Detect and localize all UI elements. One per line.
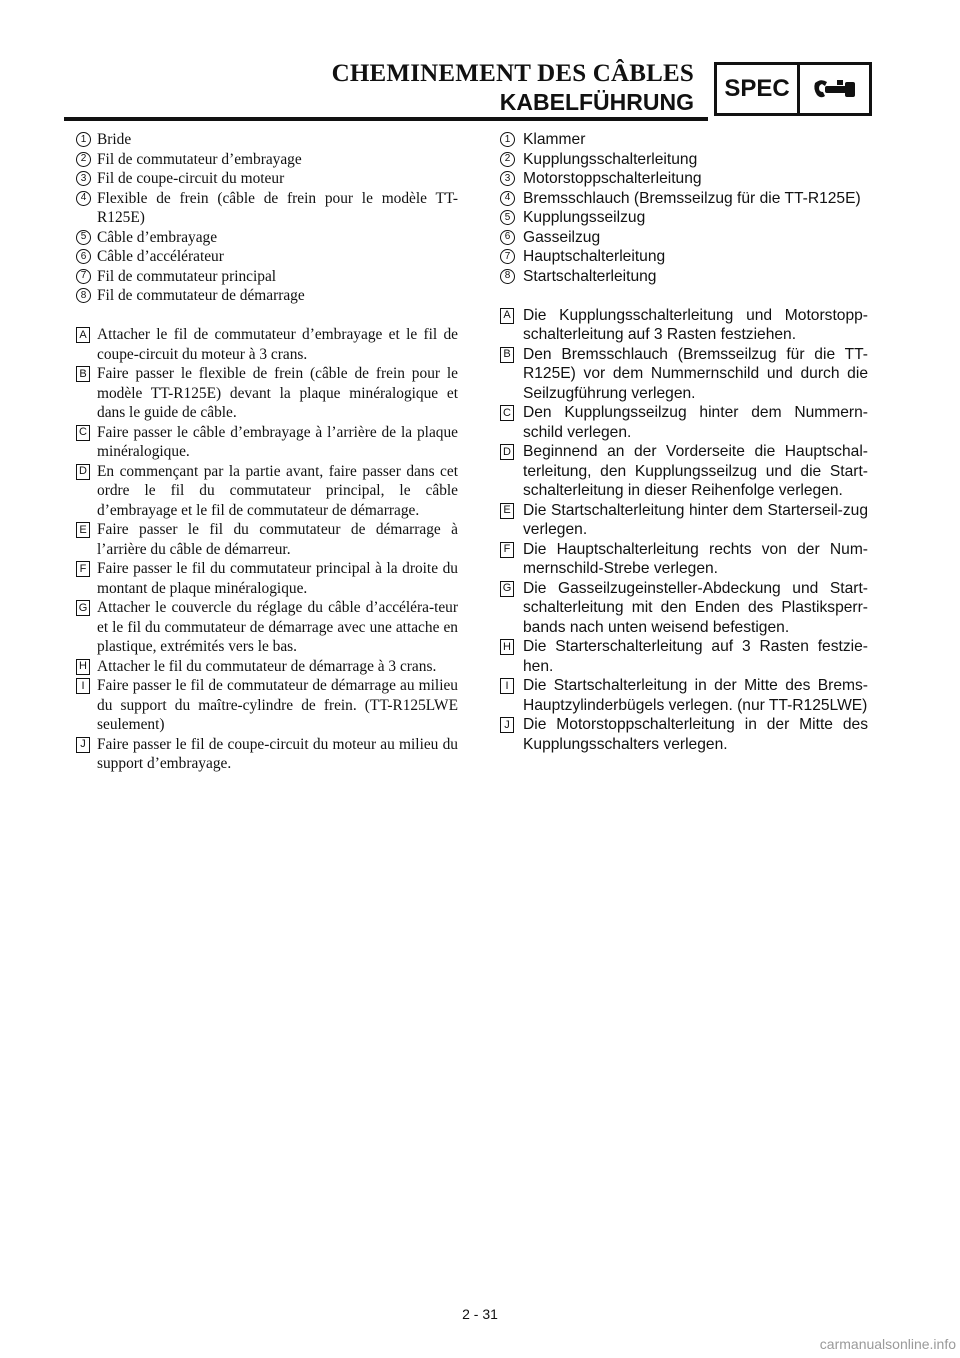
spec-badge — [714, 62, 872, 116]
lettered-item — [76, 462, 458, 521]
section-title-de: KABELFÜHRUNG — [499, 89, 694, 115]
item-text: Kupplungsschalterleitung — [523, 150, 698, 168]
item-number-marker: 5 — [500, 210, 515, 225]
item-number-marker: 4 — [76, 191, 91, 206]
item-number-marker: 7 — [500, 249, 515, 264]
item-text: Fil de commutateur d’embrayage — [97, 150, 302, 168]
lettered-item — [500, 540, 868, 579]
lettered-item — [500, 403, 868, 442]
item-number-marker: 5 — [76, 230, 91, 245]
item-letter-marker: E — [76, 522, 90, 538]
lettered-item — [76, 325, 458, 364]
item-letter-marker: G — [76, 600, 90, 616]
lettered-item — [500, 345, 868, 404]
item-text: Faire passer le fil de commutateur de démarrage au milieu du support du maître-cylindre de frein. (TT-R125LWE seulement) — [97, 677, 458, 733]
numbered-item — [500, 228, 868, 248]
item-text: Die Motorstoppschalterleitung in der Mitte des Kupplungsschalters verlegen. — [523, 716, 868, 753]
column-french — [76, 130, 458, 774]
item-text: Faire passer le flexible de frein (câble de frein pour le modèle TT-R125E) devant la plaque minéralogique et dans le guide de câble. — [97, 365, 458, 421]
numbered-item — [76, 267, 458, 287]
item-number-marker: 2 — [76, 152, 91, 167]
item-text: Die Starterschalterleitung auf 3 Rasten festzie-hen. — [523, 638, 868, 675]
item-letter-marker: B — [500, 347, 514, 363]
lettered-item — [76, 559, 458, 598]
numbered-list-fr — [76, 130, 458, 306]
spec-label: SPEC — [717, 65, 800, 113]
numbered-item — [76, 247, 458, 267]
item-text: Bremsschlauch (Bremsseilzug für die TT-R125E) — [523, 189, 861, 207]
lettered-item — [500, 442, 868, 501]
item-number-marker: 1 — [76, 132, 91, 147]
item-letter-marker: F — [500, 542, 514, 558]
item-text: Motorstoppschalterleitung — [523, 170, 702, 187]
item-text: Hauptschalterleitung — [523, 248, 666, 265]
item-text: Klammer — [523, 131, 586, 148]
item-letter-marker: G — [500, 581, 514, 597]
lettered-item — [500, 676, 868, 715]
item-letter-marker: C — [76, 425, 90, 441]
item-number-marker: 3 — [500, 171, 515, 186]
lettered-item — [76, 676, 458, 735]
item-text: Fil de commutateur principal — [97, 267, 277, 285]
wrench-icon — [811, 76, 859, 102]
item-text: Attacher le fil du commutateur de démarrage à 3 crans. — [97, 657, 437, 675]
item-number-marker: 6 — [76, 249, 91, 264]
page-header — [332, 60, 694, 116]
item-number-marker: 8 — [500, 269, 515, 284]
item-number-marker: 8 — [76, 288, 91, 303]
numbered-item — [500, 130, 868, 150]
item-letter-marker: B — [76, 366, 90, 382]
item-letter-marker: H — [500, 639, 514, 655]
numbered-item — [500, 267, 868, 287]
item-text: Beginnend an der Vorderseite die Hauptschal-terleitung, den Kupplungsseilzug und die Start-schalterleitung in dieser Reihenfolge verlegen. — [523, 443, 868, 499]
numbered-item — [76, 130, 458, 150]
item-letter-marker: E — [500, 503, 514, 519]
item-text: Faire passer le fil de coupe-circuit du moteur au milieu du support d’embrayage. — [97, 735, 458, 772]
numbered-item — [500, 189, 868, 209]
lettered-item — [500, 637, 868, 676]
item-text: Attacher le fil de commutateur d’embrayage et le fil de coupe-circuit du moteur à 3 crans. — [97, 326, 458, 363]
lettered-list-de — [500, 306, 868, 755]
item-letter-marker: D — [500, 444, 514, 460]
item-text: Gasseilzug — [523, 228, 601, 246]
item-letter-marker: H — [76, 659, 90, 675]
item-number-marker: 1 — [500, 132, 515, 147]
lettered-list-fr — [76, 325, 458, 774]
item-letter-marker: J — [500, 717, 514, 733]
item-text: Fil de commutateur de démarrage — [97, 287, 305, 304]
item-text: Faire passer le fil du commutateur principal à la droite du montant de plaque minéralogique. — [97, 560, 458, 597]
item-text: Faire passer le câble d’embrayage à l’arrière de la plaque minéralogique. — [97, 423, 458, 460]
item-letter-marker: A — [76, 327, 90, 343]
numbered-item — [76, 228, 458, 248]
numbered-item — [76, 150, 458, 170]
item-number-marker: 7 — [76, 269, 91, 284]
lettered-item — [500, 306, 868, 345]
item-text: Attacher le couvercle du réglage du câble d’accéléra-teur et le fil du commutateur de démarrage avec une attache en plastique, extrémités vers le bas. — [97, 599, 458, 655]
item-letter-marker: I — [76, 678, 90, 694]
numbered-item — [500, 150, 868, 170]
item-number-marker: 6 — [500, 230, 515, 245]
watermark: carmanualsonline.info — [819, 1336, 956, 1352]
lettered-item — [76, 364, 458, 423]
item-text: Faire passer le fil du commutateur de démarrage à l’arrière du câble de démarreur. — [97, 521, 458, 558]
item-letter-marker: C — [500, 405, 514, 421]
page-number: 2 - 31 — [462, 1306, 498, 1322]
item-text: Den Bremsschlauch (Bremsseilzug für die TT-R125E) vor dem Nummernschild und durch die Seilzugführung verlegen. — [523, 345, 868, 402]
item-text: Den Kupplungsseilzug hinter dem Nummern-schild verlegen. — [523, 404, 868, 441]
item-text: Câble d’embrayage — [97, 228, 218, 246]
item-text: Die Startschalterleitung in der Mitte des Brems-Hauptzylinderbügels verlegen. (nur TT-R125LWE) — [523, 677, 868, 714]
numbered-item — [76, 189, 458, 228]
item-text: Câble d’accélérateur — [97, 248, 224, 265]
item-number-marker: 2 — [500, 152, 515, 167]
item-text: Die Kupplungsschalterleitung und Motorstopp-schalterleitung auf 3 Rasten festziehen. — [523, 306, 868, 343]
item-text: Startschalterleitung — [523, 267, 657, 285]
numbered-list-de — [500, 130, 868, 286]
numbered-item — [500, 247, 868, 267]
numbered-item — [76, 286, 458, 306]
item-text: Bride — [97, 131, 132, 148]
item-letter-marker: I — [500, 678, 514, 694]
section-title-fr: CHEMINEMENT DES CÂBLES — [331, 60, 694, 87]
column-german — [500, 130, 868, 754]
item-letter-marker: A — [500, 308, 514, 324]
item-text: En commençant par la partie avant, faire passer dans cet ordre le fil du commutateur principal, le câble d’embrayage et le fil de commutateur de démarrage. — [97, 462, 458, 519]
item-number-marker: 3 — [76, 171, 91, 186]
item-letter-marker: D — [76, 464, 90, 480]
header-rule — [64, 117, 708, 121]
numbered-item — [500, 169, 868, 189]
item-text: Die Startschalterleitung hinter dem Starterseil-zug verlegen. — [523, 501, 868, 538]
lettered-item — [76, 520, 458, 559]
item-text: Flexible de frein (câble de frein pour le modèle TT-R125E) — [97, 189, 458, 226]
lettered-item — [76, 735, 458, 774]
item-letter-marker: F — [76, 561, 90, 577]
item-number-marker: 4 — [500, 191, 515, 206]
item-text: Kupplungsseilzug — [523, 209, 646, 226]
item-text: Die Gasseilzugeinsteller-Abdeckung und Start-schalterleitung mit den Enden des Plastiksperr-bands nach unten weisend befestigen. — [523, 579, 868, 636]
lettered-item — [500, 501, 868, 540]
item-text: Fil de coupe-circuit du moteur — [97, 170, 285, 187]
numbered-item — [76, 169, 458, 189]
lettered-item — [500, 715, 868, 754]
item-letter-marker: J — [76, 737, 90, 753]
numbered-item — [500, 208, 868, 228]
lettered-item — [76, 598, 458, 657]
lettered-item — [76, 657, 458, 677]
lettered-item — [76, 423, 458, 462]
item-text: Die Hauptschalterleitung rechts von der Num-mernschild-Strebe verlegen. — [523, 540, 868, 577]
lettered-item — [500, 579, 868, 638]
